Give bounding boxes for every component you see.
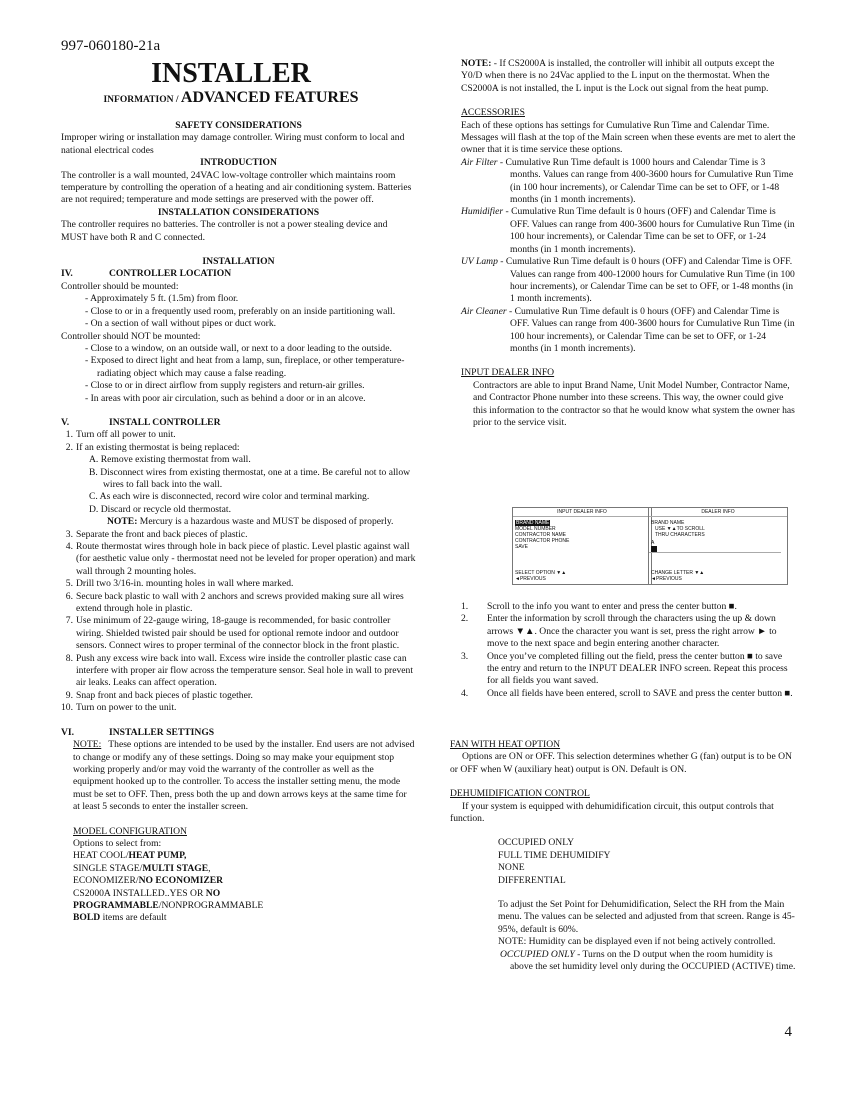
install-steps <box>61 529 416 715</box>
list-item: 8. Push any excess wire back into wall. Excess wire inside the controller plastic case can interfere with proper air flow across the temperature sensor. Seal hole in wall to prevent air leaks. Leaks can affect operation. <box>65 652 413 689</box>
screen-row: BRAND NAME <box>651 520 685 526</box>
dealer-info-screen <box>648 507 788 585</box>
sub-item: A. Remove existing thermostat from wall. <box>89 454 251 466</box>
list-item: 4. Route thermostat wires through hole in back piece of plastic. Level plastic against wall (for aesthetic value only - thermostat need not be leveled for proper operation) and mark wall through 2 mounting holes. <box>65 541 416 577</box>
section-v-title: INSTALL CONTROLLER <box>109 416 221 428</box>
accessory-item: UV Lamp - Cumulative Run Time default is 0 hours (OFF) and Calendar Time is OFF. Values can range from 400-12000 hours for Cumulative Run Time (in 100 hour increments), or Calendar Time can be set to OFF, or 1-48 months (in 1 month increments). <box>461 256 795 305</box>
model-option: HEAT COOL/HEAT PUMP, <box>73 850 187 862</box>
section-vi-title: INSTALLER SETTINGS <box>109 726 215 738</box>
dealer-info-heading: INPUT DEALER INFO <box>461 367 555 379</box>
installation-heading: INSTALLATION <box>202 256 275 268</box>
section-v-heading <box>61 417 416 429</box>
accessory-item: Air Cleaner - Cumulative Run Time default is 0 hours (OFF) and Calendar Time is OFF. Values can range from 400-3600 hours for Cumulative Run Time (in 100 hour increments), or Calendar Time can be set to OFF, or 1-24 months (in 1 month increments). <box>461 305 795 354</box>
screen-row: CONTRACTOR PHONE <box>515 538 570 544</box>
dehum-setpoint-block <box>450 899 796 973</box>
mount-item: - Approximately 5 ft. (1.5m) from floor. <box>85 293 239 305</box>
sub-item: C. As each wire is disconnected, record wire color and terminal marking. <box>89 491 370 503</box>
installer-note: NOTE: These options are intended to be used by the installer. End users are not advised to change or modify any of these settings. Doing so may make your equipment stop working properly and/or may void the warranty of the controller as well as the equipment hooked up to the controller. To access the installer setting menu, the mode must be set to OFF. Then, press both the up and down arrows keys at the same time for at least 5 seconds to enter the installer screen. <box>73 739 415 813</box>
dehum-text: If your system is equipped with dehumidification circuit, this output controls that function. <box>450 800 774 825</box>
dehum-setpoint-text: To adjust the Set Point for Dehumidification, Select the RH from the Main menu. The values can be selected and adjusted from that screen. Range is 45-95%, default is 60%. <box>498 899 795 935</box>
dehum-options <box>450 837 796 887</box>
page-title: INSTALLER <box>151 58 311 89</box>
occupied-only-text: OCCUPIED ONLY - Turns on the D output when the room humidity is above the set humidity level only during the OCCUPIED (ACTIVE) time. <box>500 948 796 973</box>
screen-row: CONTRACTOR NAME <box>515 532 567 538</box>
mercury-note: NOTE: Mercury is a hazardous waste and MUST be disposed of properly. <box>107 516 394 528</box>
accessory-item: Humidifier - Cumulative Run Time default is 0 hours (OFF) and Calendar Time is OFF. Values can range from 400-3600 hours for Cumulative Run Time (in 100 hour increments), or Calendar Time can be set to OFF, or 1-24 months (in 1 month increments). <box>461 206 795 255</box>
page-subtitle <box>61 89 401 109</box>
mount-not-item: - Close to or in direct airflow from supply registers and return-air grilles. <box>85 380 365 392</box>
step-item: 2. Enter the information by scroll through the characters using the up & down arrows ▼▲. Once the character you want is set, press the right arrow ► to move to the next space and begin entering another character. <box>461 613 777 650</box>
model-option: CS2000A INSTALLED..YES OR NO <box>73 887 221 899</box>
section-vi-heading <box>61 727 416 739</box>
intro-text: The controller is a wall mounted, 24VAC low-voltage controller which maintains room temperature by controlling the operation of a heating and air conditioning system. Batteries are not required; temperature and mode settings are preserved with the power off. <box>61 169 412 206</box>
dehum-option: DIFFERENTIAL <box>498 874 566 886</box>
model-option: ECONOMIZER/NO ECONOMIZER <box>73 875 224 887</box>
section-iv-title: CONTROLLER LOCATION <box>109 268 232 280</box>
screen-selected-item: BRAND NAME <box>516 520 550 526</box>
model-default-note: BOLD items are default <box>73 912 167 924</box>
list-item: 3. Separate the front and back pieces of plastic. <box>65 528 248 540</box>
model-option: SINGLE STAGE/MULTI STAGE, <box>73 862 211 874</box>
accessory-item: Air Filter - Cumulative Run Time default is 1000 hours and Calendar Time is 3 months. Values can range from 400-3600 hours for Cumulative Run Time (in 100 hour increments), or Calendar Time can be set to OFF, or 1-48 months (in 1 month increments). <box>461 156 794 206</box>
subtitle-big: ADVANCED FEATURES <box>180 89 359 106</box>
accessories-text: Each of these options has settings for Cumulative Run Time and Calendar Time. Messages will flash at the top of the Main screen when these events are met to alert the owner that it is time service these options. <box>461 119 796 156</box>
list-item: 9. Snap front and back pieces of plastic together. <box>65 689 253 701</box>
list-item: 2. If an existing thermostat is being replaced: <box>65 441 240 453</box>
model-config-intro: Options to select from: <box>73 837 162 849</box>
safety-text: Improper wiring or installation may damage controller. Wiring must conform to local and national electrical codes <box>61 132 405 156</box>
safety-heading: SAFETY CONSIDERATIONS <box>175 120 302 131</box>
mount-should: Controller should be mounted: <box>61 280 179 292</box>
step-item: 4. Once all fields have been entered, scroll to SAVE and press the center button ■. <box>461 687 793 699</box>
section-v-number: V. <box>61 416 70 428</box>
accessories-heading: ACCESSORIES <box>461 107 525 119</box>
screen-row: USE ▼▲TO SCROLL <box>655 526 705 532</box>
right-column-bottom <box>450 739 796 974</box>
mount-not-item: - Exposed to direct light and heat from a lamp, sun, fireplace, or other temperature-radiating object which may cause a false reading. <box>85 355 405 379</box>
dehum-option: OCCUPIED ONLY <box>498 837 575 849</box>
dealer-info-text: Contractors are able to input Brand Name, Unit Model Number, Contractor Name, and Contractor Phone number into these screens. This way, the owner could give this information to the contractor so that he would know what system the owner has prior to the service visit. <box>473 379 795 428</box>
list-item: 7. Use minimum of 22-gauge wiring, 18-gauge is recommended, for basic controller wiring. Shielded twisted pair should be used for optional remote indoor and outdoor sensors. Connect wires to proper terminal of the connector block in the front plastic. <box>65 615 400 652</box>
step-item: 3. Once you’ve completed filling out the field, press the center button ■ to save the entry and return to the INPUT DEALER INFO screen. Repeat this process for all fields you want saved. <box>461 650 788 687</box>
mount-not-item: - In areas with poor air circulation, such as behind a door or in an alcove. <box>85 392 366 404</box>
model-config <box>61 826 416 925</box>
screen-footer: CHANGE LETTER ▼▲ ◄PREVIOUS <box>651 570 705 582</box>
list-item: 1. Turn off all power to unit. <box>65 429 176 441</box>
mount-should-not: Controller should NOT be mounted: <box>61 330 201 342</box>
step-item: 1. Scroll to the info you want to enter and press the center button ■. <box>461 601 737 612</box>
screen-row: SAVE <box>515 544 528 550</box>
install-considerations-heading: INSTALLATION CONSIDERATIONS <box>157 206 320 218</box>
screen-char-label: A <box>651 540 655 546</box>
model-config-heading: MODEL CONFIGURATION <box>73 825 187 837</box>
list-item: 10. Turn on power to the unit. <box>61 702 177 714</box>
dehum-option: NONE <box>498 862 525 874</box>
doc-id: 997-060180-21a <box>61 38 161 54</box>
mount-item: - Close to or in a frequently used room, preferably on an inside partitioning wall. <box>85 305 396 317</box>
list-item: 5. Drill two 3/16-in. mounting holes in wall where marked. <box>65 578 294 590</box>
input-dealer-info-screen <box>512 507 652 585</box>
screen-title: DEALER INFO <box>649 508 787 517</box>
right-column-lower <box>461 601 796 700</box>
screen-title: INPUT DEALER INFO <box>513 508 651 517</box>
mount-item: - On a section of wall without pipes or duct work. <box>85 318 277 330</box>
section-iv-heading <box>61 268 416 280</box>
intro-heading: INTRODUCTION <box>200 157 277 169</box>
fan-heat-heading: FAN WITH HEAT OPTION <box>450 739 561 750</box>
install-considerations-text: The controller requires no batteries. The controller is not a power stealing device and MUST have both R and C connected. <box>61 219 388 243</box>
left-column <box>61 120 416 925</box>
section-vi-number: VI. <box>61 726 75 738</box>
model-option: PROGRAMMABLE/NONPROGRAMMABLE <box>73 899 264 911</box>
sub-item: D. Discard or recycle old thermostat. <box>89 503 231 515</box>
section-iv-number: IV. <box>61 268 73 280</box>
cs2000a-note: NOTE: - If CS2000A is installed, the controller will inhibit all outputs except the Y0/D when there is no 24Vac applied to the L input on the thermostat. When the CS2000A is not installed, the L input is the Lock out signal from the heat pump. <box>461 58 775 94</box>
dehum-note: NOTE: Humidity can be displayed even if not being actively controlled. <box>498 936 776 948</box>
mount-not-item: - Close to a window, on an outside wall, or next to a door leading to the outside. <box>85 342 392 354</box>
dehum-heading: DEHUMIDIFICATION CONTROL <box>450 788 590 800</box>
screen-row: THRU CHARACTERS <box>655 532 705 538</box>
sub-item: B. Disconnect wires from existing thermostat, one at a time. Be careful not to allow wires to fall back into the wall. <box>89 466 411 490</box>
dehum-option: FULL TIME DEHUMIDIFY <box>498 849 611 861</box>
subtitle-small: INFORMATION / <box>103 95 179 105</box>
screen-footer: SELECT OPTION ▼▲ ◄PREVIOUS <box>515 570 567 582</box>
fan-heat-text: Options are ON or OFF. This selection determines whether G (fan) output is to be ON or OFF when W (auxiliary heat) output is ON. Default is ON. <box>450 751 792 775</box>
right-column <box>461 58 796 429</box>
screen-row: MODEL NUMBER <box>515 526 556 532</box>
list-item: 6. Secure back plastic to wall with 2 anchors and screws provided making sure all wires extend through hole in plastic. <box>65 590 404 615</box>
page-number: 4 <box>784 1024 792 1040</box>
